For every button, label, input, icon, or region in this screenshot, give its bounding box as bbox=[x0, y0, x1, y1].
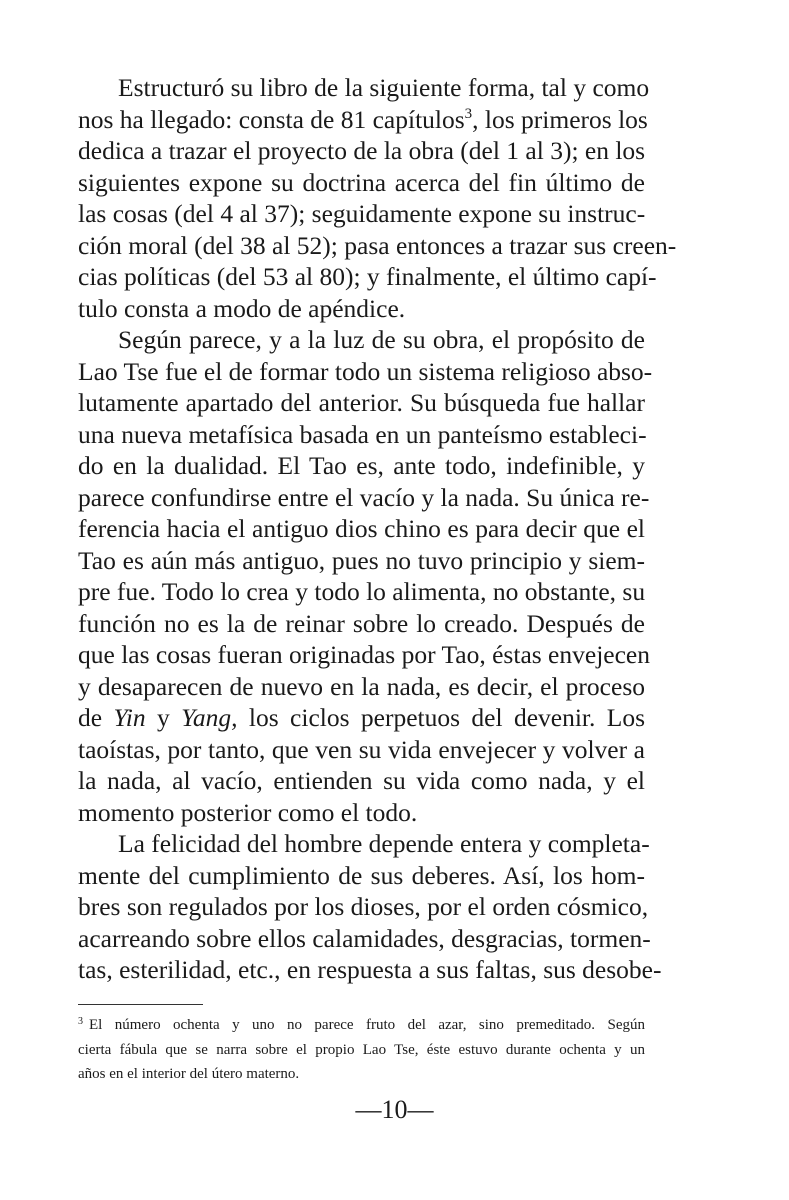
text-line: Estructuró su libro de la siguiente forma, tal y como bbox=[118, 73, 650, 102]
page-number: —10— bbox=[355, 1095, 434, 1124]
text-line: Tao es aún más antiguo, pues no tuvo principio y siem- bbox=[78, 545, 645, 575]
paragraph-2 bbox=[78, 324, 653, 828]
text-line: bres son regulados por los dioses, por el orden cósmico, bbox=[78, 892, 649, 921]
text-line: pre fue. Todo lo crea y todo lo alimenta, no obstante, su bbox=[78, 577, 646, 606]
text-line: las cosas (del 4 al 37); seguidamente expone su instruc- bbox=[78, 199, 646, 228]
text-line: lutamente apartado del anterior. Su búsqueda fue hallar bbox=[78, 388, 645, 417]
footnote-line: $^3$ El número ochenta y uno no parece fruto del azar, sino premeditado. Según bbox=[78, 1016, 645, 1033]
footnote-reference: 3 bbox=[464, 105, 473, 122]
text-line: dedica a trazar el proyecto de la obra (del 1 al 3); en los bbox=[78, 136, 646, 165]
text-line: Lao Tse fue el de formar todo un sistema religioso abso- bbox=[78, 356, 653, 386]
text-line: función no es la de reinar sobre lo creado. Después de bbox=[78, 608, 645, 638]
text-line: cias políticas (del 53 al 80); y finalmente, el último capí- bbox=[78, 262, 657, 291]
text-line: siguientes expone su doctrina acerca del fin último de bbox=[78, 167, 645, 197]
text-line: tas, esterilidad, etc., en respuesta a sus faltas, sus desobe- bbox=[78, 955, 662, 984]
text-line: do en la dualidad. El Tao es, ante todo, indefinible, y bbox=[78, 451, 645, 480]
footnote-line: años en el interior del útero materno. bbox=[78, 1066, 300, 1082]
text-line: momento posterior como el todo. bbox=[78, 797, 418, 827]
text-line: de Yin y Yang, los ciclos perpetuos del devenir. Los bbox=[78, 703, 645, 732]
text-line: y desaparecen de nuevo en la nada, es decir, el proceso bbox=[78, 671, 645, 701]
text-line: una nueva metafísica basada en un panteísmo estableci- bbox=[78, 419, 647, 449]
body-text bbox=[78, 72, 677, 986]
text-line: parece confundirse entre el vacío y la nada. Su única re- bbox=[78, 482, 650, 512]
text-line: que las cosas fueran originadas por Tao, éstas envejecen bbox=[78, 640, 650, 669]
text-line: La felicidad del hombre depende entera y completa- bbox=[118, 829, 650, 858]
text-line: taoístas, por tanto, que ven su vida envejecer y volver a bbox=[78, 734, 645, 764]
text-line: acarreando sobre ellos calamidades, desgracias, tormen- bbox=[78, 923, 651, 953]
text-line: Según parece, y a la luz de su obra, el propósito de bbox=[118, 325, 645, 354]
italic-term-yin: Yin bbox=[113, 703, 146, 732]
footnote-separator bbox=[78, 1004, 203, 1005]
paragraph-1 bbox=[78, 72, 677, 324]
text-line: ción moral (del 38 al 52); pasa entonces a trazar sus creen- bbox=[78, 230, 677, 260]
footnote-line: cierta fábula que se narra sobre el propio Lao Tse, éste estuvo durante ochenta y un bbox=[78, 1041, 645, 1058]
paragraph-3 bbox=[78, 828, 662, 986]
footnotes bbox=[78, 1013, 645, 1087]
text-line: tulo consta a modo de apéndice. bbox=[78, 293, 406, 323]
text-line: ferencia hacia el antiguo dios chino es para decir que el bbox=[78, 514, 645, 543]
text-line: nos ha llegado: consta de 81 capítulos$^3$, los primeros los bbox=[78, 104, 648, 134]
text-line: mente del cumplimiento de sus deberes. Así, los hom- bbox=[78, 860, 645, 890]
text-line: la nada, al vacío, entienden su vida como nada, y el bbox=[78, 766, 645, 795]
italic-term-yang: Yang, bbox=[181, 703, 238, 732]
footnote-marker: 3 bbox=[78, 1016, 83, 1027]
